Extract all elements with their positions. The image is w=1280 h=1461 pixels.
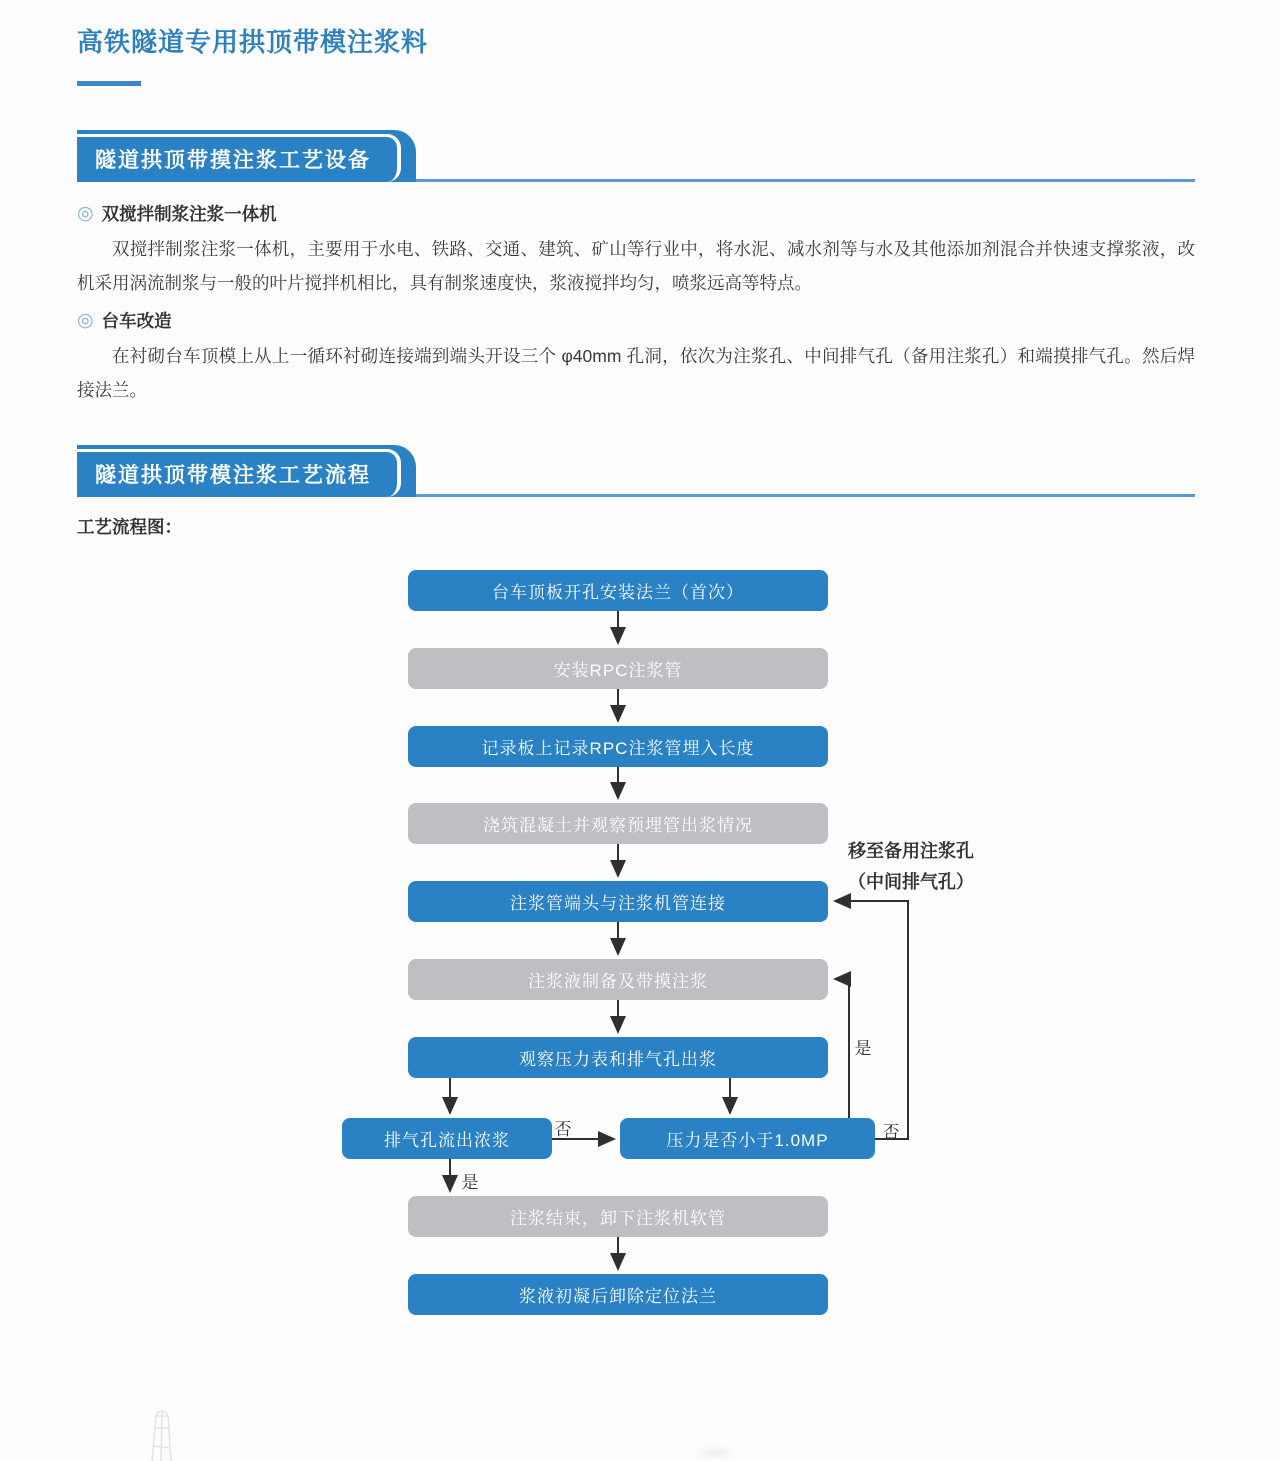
loop-annotation-line1: 移至备用注浆孔 bbox=[848, 841, 974, 861]
loop-annotation bbox=[826, 836, 996, 898]
double-circle-bullet-icon: ◎ bbox=[77, 202, 94, 224]
banner-label: 隧道拱顶带模注浆工艺流程 bbox=[77, 449, 401, 497]
banner-tab bbox=[77, 445, 416, 497]
document-page bbox=[0, 22, 1280, 539]
section-banner-equipment bbox=[77, 130, 1195, 182]
flow-node: 记录板上记录RPC注浆管埋入长度 bbox=[408, 726, 828, 767]
edge-label-yes: 是 bbox=[461, 1173, 479, 1192]
flow-node: 浇筑混凝土并观察预埋管出浆情况 bbox=[408, 803, 828, 844]
double-circle-bullet-icon: ◎ bbox=[77, 309, 94, 331]
section-banner-process bbox=[77, 445, 1195, 497]
loop-annotation-line2: （中间排气孔） bbox=[848, 872, 974, 892]
banner-tab bbox=[77, 130, 416, 182]
edge-label-yes: 是 bbox=[854, 1039, 872, 1058]
flow-node: 注浆结束，卸下注浆机软管 bbox=[408, 1196, 828, 1237]
banner-divider-line bbox=[416, 494, 1195, 497]
flow-node: 压力是否小于1.0MP bbox=[620, 1118, 875, 1159]
edge-label-no: 否 bbox=[554, 1120, 572, 1139]
item-paragraph: 双搅拌制浆注浆一体机，主要用于水电、铁路、交通、建筑、矿山等行业中，将水泥、减水剂等与水及其他添加剂混合并快速支撑浆液，改机采用涡流制浆与一般的叶片搅拌机相比，具有制浆速度快，浆液搅拌均匀，喷浆远高等特点。 bbox=[77, 239, 1195, 293]
flow-node: 浆液初凝后卸除定位法兰 bbox=[408, 1274, 828, 1315]
item-heading: 双搅拌制浆注浆一体机 bbox=[101, 204, 277, 224]
page-title: 高铁隧道专用拱顶带模注浆料 bbox=[77, 27, 429, 57]
equipment-content bbox=[77, 201, 1195, 407]
flow-node: 注浆管端头与注浆机管连接 bbox=[408, 881, 828, 922]
title-underline bbox=[77, 81, 141, 86]
bullet-item bbox=[77, 308, 1195, 333]
smudge-watermark bbox=[693, 1445, 737, 1461]
flow-node: 台车顶板开孔安装法兰（首次） bbox=[408, 570, 828, 611]
banner-label: 隧道拱顶带摸注浆工艺设备 bbox=[77, 134, 401, 182]
building-watermark bbox=[138, 1408, 200, 1461]
banner-divider-line bbox=[416, 179, 1195, 182]
flow-caption: 工艺流程图： bbox=[77, 517, 182, 537]
bullet-item bbox=[77, 201, 1195, 226]
item-paragraph: 在衬砌台车顶模上从上一循环衬砌连接端到端头开设三个 φ40mm 孔洞，依次为注浆孔、中间排气孔（备用注浆孔）和端摸排气孔。然后焊接法兰。 bbox=[77, 346, 1195, 400]
flow-node: 排气孔流出浓浆 bbox=[342, 1118, 552, 1159]
flow-node: 安装RPC注浆管 bbox=[408, 648, 828, 689]
flowchart bbox=[0, 562, 1280, 1382]
edge-label-no: 否 bbox=[882, 1123, 900, 1142]
flow-node: 注浆液制备及带摸注浆 bbox=[408, 959, 828, 1000]
flow-node: 观察压力表和排气孔出浆 bbox=[408, 1037, 828, 1078]
item-heading: 台车改造 bbox=[101, 311, 172, 331]
